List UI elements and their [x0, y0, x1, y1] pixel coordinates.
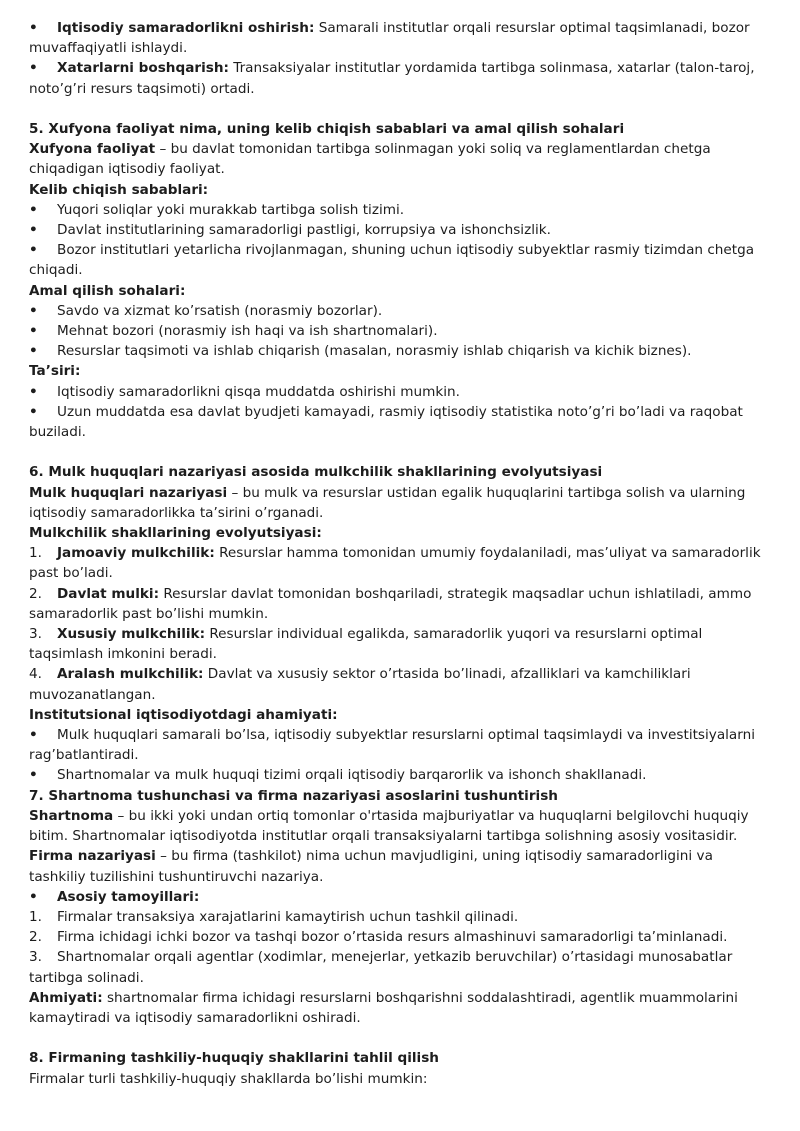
bullet-icon: • — [29, 242, 38, 259]
definition — [29, 483, 766, 523]
list-item — [29, 321, 766, 341]
definition-text: – bu ikki yoki undan ortiq tomonlar o'rtasida majburiyatlar va huquqlarni belgilovchi huquqiy bitim. Shartnomalar iqtisodiyotda institutlar orqali transaksiyalarni tartibga solishning asosiy vositasidir. — [29, 807, 749, 845]
list-item-text: Mulk huquqlari samarali bo’lsa, iqtisodiy subyektlar resurslarni optimal taqsimlaydi va investitsiyalarni rag’batlantiradi. — [29, 727, 756, 764]
section-heading: 5. Xufyona faoliyat nima, uning kelib chiqish sabablari va amal qilish sohalari — [29, 121, 625, 137]
list-item-text: Davlat va xususiy sektor o’rtasida bo’linadi, afzalliklari va kamchiliklari muvozanatlangan. — [29, 666, 691, 703]
bullet-icon: • — [29, 60, 38, 77]
list-item — [29, 927, 766, 947]
subheading: Amal qilish sohalari: — [29, 282, 186, 299]
list-item — [29, 664, 766, 704]
subheading: Mulkchilik shakllarining evolyutsiyasi: — [29, 525, 322, 542]
bullet-icon: • — [29, 302, 38, 319]
list-item-text: Iqtisodiy samaradorlikni qisqa muddatda oshirishi mumkin. — [57, 383, 460, 400]
paragraph: Firmalar turli tashkiliy-huquqiy shakllarda bo’lishi mumkin: — [29, 1070, 428, 1087]
bullet-icon: • — [29, 383, 38, 400]
bullet-label: Iqtisodiy samaradorlikni oshirish: — [57, 20, 315, 36]
list-item-label: Xususiy mulkchilik: — [57, 626, 206, 643]
bullet-icon: • — [29, 888, 38, 905]
definition — [29, 806, 766, 846]
bullet-icon: • — [29, 767, 38, 784]
list-number: 1. — [29, 545, 42, 562]
list-number: 3. — [29, 949, 42, 966]
bullet-label: Xatarlarni boshqarish: — [57, 60, 229, 77]
bullet-icon: • — [29, 201, 38, 218]
list-item-label: Jamoaviy mulkchilik: — [57, 545, 215, 562]
list-item-label: Aralash mulkchilik: — [57, 666, 204, 683]
definition-term: Shartnoma — [29, 807, 114, 824]
bullet-icon: • — [29, 403, 38, 420]
bullet-icon: • — [29, 20, 38, 36]
list-item-text: Shartnomalar orqali agentlar (xodimlar, menejerlar, yetkazib beruvchilar) o’rtasidagi munosabatlar tartibga solinadi. — [29, 949, 733, 986]
subheading-label: Asosiy tamoyillari: — [57, 888, 200, 905]
list-item — [29, 18, 766, 58]
importance-term: Ahmiyati: — [29, 989, 103, 1006]
list-item — [29, 240, 766, 280]
bullet-icon: • — [29, 323, 38, 340]
list-number: 3. — [29, 626, 42, 643]
bullet-icon: • — [29, 727, 38, 744]
bullet-icon: • — [29, 343, 38, 360]
subheading: Institutsional iqtisodiyotdagi ahamiyati: — [29, 706, 338, 723]
definition-term: Xufyona faoliyat — [29, 141, 156, 158]
list-item — [29, 382, 766, 402]
definition-text: – bu mulk va resurslar ustidan egalik huquqlarini tartibga solish va ularning iqtisodiy samaradorlikka ta’sirini o’rganadi. — [29, 484, 746, 521]
list-item — [29, 765, 766, 785]
importance-paragraph — [29, 988, 766, 1028]
list-item-text: Davlat institutlarining samaradorligi pastligi, korrupsiya va ishonchsizlik. — [57, 222, 551, 239]
list-item-text: Mehnat bozori (norasmiy ish haqi va ish shartnomalari). — [57, 323, 438, 340]
section-heading: 6. Mulk huquqlari nazariyasi asosida mulkchilik shakllarining evolyutsiyasi — [29, 464, 603, 481]
list-item — [29, 341, 766, 361]
list-item-text: Shartnomalar va mulk huquqi tizimi orqali iqtisodiy barqarorlik va ishonch shakllanadi. — [57, 767, 647, 784]
list-item — [29, 624, 766, 664]
list-item-text: Savdo va xizmat ko’rsatish (norasmiy bozorlar). — [57, 302, 383, 319]
list-item-label: Davlat mulki: — [57, 585, 160, 602]
list-item — [29, 301, 766, 321]
importance-text: shartnomalar firma ichidagi resurslarni boshqarishni soddalashtiradi, agentlik muammolarini kamaytiradi va iqtisodiy samaradorlikni oshiradi. — [29, 989, 738, 1026]
list-item-text: Bozor institutlari yetarlicha rivojlanmagan, shuning uchun iqtisodiy subyektlar rasmiy tizimdan chetga chiqadi. — [29, 242, 755, 279]
list-item-text: Uzun muddatda esa davlat byudjeti kamayadi, rasmiy iqtisodiy statistika noto’g’ri bo’ladi va raqobat buziladi. — [29, 403, 743, 441]
list-item — [29, 58, 766, 98]
subheading — [29, 887, 766, 907]
list-item — [29, 200, 766, 220]
bullet-icon: • — [29, 222, 38, 239]
list-item-text: Resurslar individual egalikda, samaradorlik yuqori va resurslarni optimal taqsimlash imkonini beradi. — [29, 626, 703, 663]
list-item — [29, 402, 766, 442]
bullet-text: Transaksiyalar institutlar yordamida tartibga solinmasa, xatarlar (talon-taroj, noto’g’ri resurs taqsimoti) ortadi. — [29, 60, 755, 97]
definition-term: Mulk huquqlari nazariyasi — [29, 484, 228, 501]
list-number: 2. — [29, 585, 42, 602]
section-heading: 7. Shartnoma tushunchasi va firma nazariyasi asoslarini tushuntirish — [29, 787, 558, 804]
list-item-text: Resurslar hamma tomonidan umumiy foydalaniladi, mas’uliyat va samaradorlik past bo’ladi. — [29, 545, 761, 582]
list-item — [29, 543, 766, 583]
list-number: 4. — [29, 666, 42, 683]
subheading: Kelib chiqish sabablari: — [29, 181, 209, 198]
list-item — [29, 725, 766, 765]
list-item — [29, 947, 766, 987]
bullet-text: Samarali institutlar orqali resurslar optimal taqsimlanadi, bozor muvaffaqiyatli ishlaydi. — [29, 20, 750, 57]
list-item — [29, 907, 766, 927]
definition-text: – bu davlat tomonidan tartibga solinmagan yoki soliq va reglamentlardan chetga chiqadigan iqtisodiy faoliyat. — [29, 141, 711, 178]
definition — [29, 139, 766, 179]
subheading: Ta’siri: — [29, 363, 81, 380]
section-heading: 8. Firmaning tashkiliy-huquqiy shakllarini tahlil qilish — [29, 1050, 439, 1067]
list-item-text: Yuqori soliqlar yoki murakkab tartibga solish tizimi. — [57, 201, 405, 218]
list-item — [29, 220, 766, 240]
definition-text: – bu firma (tashkilot) nima uchun mavjudligini, uning iqtisodiy samaradorligini va tashkiliy tuzilishini tushuntiruvchi nazariya. — [29, 848, 713, 885]
list-item — [29, 584, 766, 624]
list-number: 2. — [29, 929, 42, 946]
list-number: 1. — [29, 908, 42, 925]
list-item-text: Resurslar davlat tomonidan boshqariladi, strategik maqsadlar uchun ishlatiladi, ammo samaradorlik past bo’lishi mumkin. — [29, 585, 752, 622]
definition-term: Firma nazariyasi — [29, 848, 156, 865]
definition — [29, 846, 766, 886]
list-item-text: Firmalar transaksiya xarajatlarini kamaytirish uchun tashkil qilinadi. — [57, 908, 519, 925]
list-item-text: Resurslar taqsimoti va ishlab chiqarish (masalan, norasmiy ishlab chiqarish va kichik biznes). — [57, 343, 692, 360]
list-item-text: Firma ichidagi ichki bozor va tashqi bozor o’rtasida resurs almashinuvi samaradorligi ta’minlanadi. — [57, 929, 728, 946]
